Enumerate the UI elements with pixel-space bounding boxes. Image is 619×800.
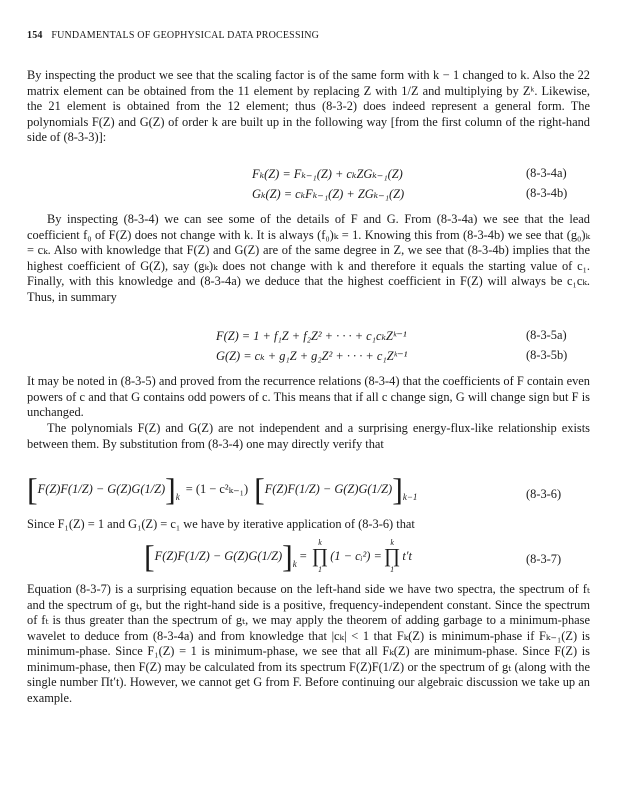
equation-8-3-4b: Gₖ(Z) = cₖFₖ₋₁(Z) + ZGₖ₋₁(Z) (252, 187, 405, 201)
equation-8-3-7: [ F(Z)F(1/Z) − G(Z)G(1/Z) ] k = k ∏ 1 (1 − cᵢ²) = k ∏ 1 t′t (144, 538, 412, 574)
equation-8-3-7-rhs: t′t (402, 548, 412, 563)
equation-tag-8-3-7: (8-3-7) (526, 552, 562, 566)
paragraph-2: By inspecting (8-3-4) we can see some of the details of F and G. From (8-3-4a) we see that the lead coefficient f₀ of F(Z) does not change with k. It is always (f₀)ₖ = 1. Knowing this from (8-3-4b) we see that (g₀)ₖ = cₖ. Also with knowledge that F(Z) and G(Z) are of the same degree in Z, we see that (8-3-4b) implies that the highest coefficient of G(Z), say (gₖ)ₖ does not change with k and therefore it equals the starting value of c₁. Finally, with this knowledge and (8-3-4a) we deduce that the highest coefficient in F(Z) will always be c₁cₖ. Thus, in summary (27, 212, 590, 304)
equation-tag-8-3-4a: (8-3-4a) (526, 166, 567, 180)
equation-8-3-6-rhs: F(Z)F(1/Z) − G(Z)G(1/Z) (264, 481, 393, 496)
equation-8-3-7-lhs-subscript: k (292, 559, 297, 569)
right-bracket: ] (392, 471, 403, 507)
page-number: 154 (27, 30, 43, 41)
equation-8-3-4a: Fₖ(Z) = Fₖ₋₁(Z) + cₖZGₖ₋₁(Z) (252, 167, 403, 181)
paragraph-3: It may be noted in (8-3-5) and proved from the recurrence relations (8-3-4) that the coefficients of F contain even powers of c and that G contains odd powers of c. This means that if all c change sign, G will change sign but F is unchanged. (27, 374, 590, 419)
equation-tag-8-3-6: (8-3-6) (526, 487, 562, 501)
paragraph-6: Equation (8-3-7) is a surprising equation because on the left-hand side we have two spectra, the spectrum of fₜ and the spectrum of gₜ, but the right-hand side is a positive, frequency-independent constant. Since the spectrum of fₜ is thus greater than the spectrum of gₜ, we may apply the theorem of adding garbage to a minimum-phase wavelet to deduce from (8-3-4a) and from knowledge that |cₖ| < 1 that Fₖ(Z) is minimum-phase if Fₖ₋₁(Z) is minimum-phase. Since F₁(Z) = 1 is minimum-phase, we see that all Fₖ(Z) are minimum-phase. Since F(Z) is minimum-phase, then F(Z) may be calculated from its spectrum F(Z)F(1/Z) or the spectrum of gₜ (along with the single number Πt′t). However, we cannot get G from F. Before continuing our algebraic discussion we take up an example. (27, 582, 590, 705)
page-header (27, 30, 319, 41)
paragraph-4: The polynomials F(Z) and G(Z) are not independent and a surprising energy-flux-like relationship exists between them. By substitution from (8-3-4) one may directly verify that (27, 421, 590, 451)
equation-tag-8-3-5b: (8-3-5b) (526, 348, 568, 362)
paragraph-5: Since F₁(Z) = 1 and G₁(Z) = c₁ we have by iterative application of (8-3-6) that (27, 517, 415, 531)
product-symbol: k ∏ 1 (383, 538, 401, 574)
equation-8-3-5a: F(Z) = 1 + f₁Z + f₂Z² + · · · + c₁cₖZᵏ⁻¹ (216, 329, 407, 343)
right-bracket: ] (165, 471, 176, 507)
equation-8-3-6 (27, 473, 417, 505)
equation-8-3-6-factor: = (1 − c²ₖ₋₁) (185, 482, 249, 496)
right-bracket: ] (282, 538, 293, 574)
equation-8-3-6-rhs-subscript: k−1 (402, 492, 418, 502)
paragraph-1: By inspecting the product we see that the scaling factor is of the same form with k − 1 changed to k. Also the 22 matrix element can be obtained from the 11 element by replacing Z with 1/Z and multiplying by Zᵏ. Likewise, the 21 element is obtained from the 12 element; thus (8-3-2) does indeed represent a general form. The polynomials F(Z) and G(Z) of order k are built up in the following way [from the first column of the right-hand side of (8-3-3)]: (27, 68, 590, 144)
equation-8-3-7-lhs: F(Z)F(1/Z) − G(Z)G(1/Z) (154, 548, 283, 563)
left-bracket: [ (254, 471, 265, 507)
equation-8-3-6-lhs-subscript: k (175, 492, 180, 502)
equation-tag-8-3-5a: (8-3-5a) (526, 328, 567, 342)
equation-8-3-6-lhs: F(Z)F(1/Z) − G(Z)G(1/Z) (37, 481, 166, 496)
equation-8-3-5b: G(Z) = cₖ + g₁Z + g₂Z² + · · · + c₁Zᵏ⁻¹ (216, 349, 408, 363)
left-bracket: [ (144, 538, 155, 574)
equation-tag-8-3-4b: (8-3-4b) (526, 186, 568, 200)
left-bracket: [ (27, 471, 38, 507)
product-symbol: k ∏ 1 (311, 538, 329, 574)
equation-8-3-7-middle: (1 − cᵢ²) = (330, 548, 382, 563)
running-title: FUNDAMENTALS OF GEOPHYSICAL DATA PROCESSING (51, 30, 320, 41)
